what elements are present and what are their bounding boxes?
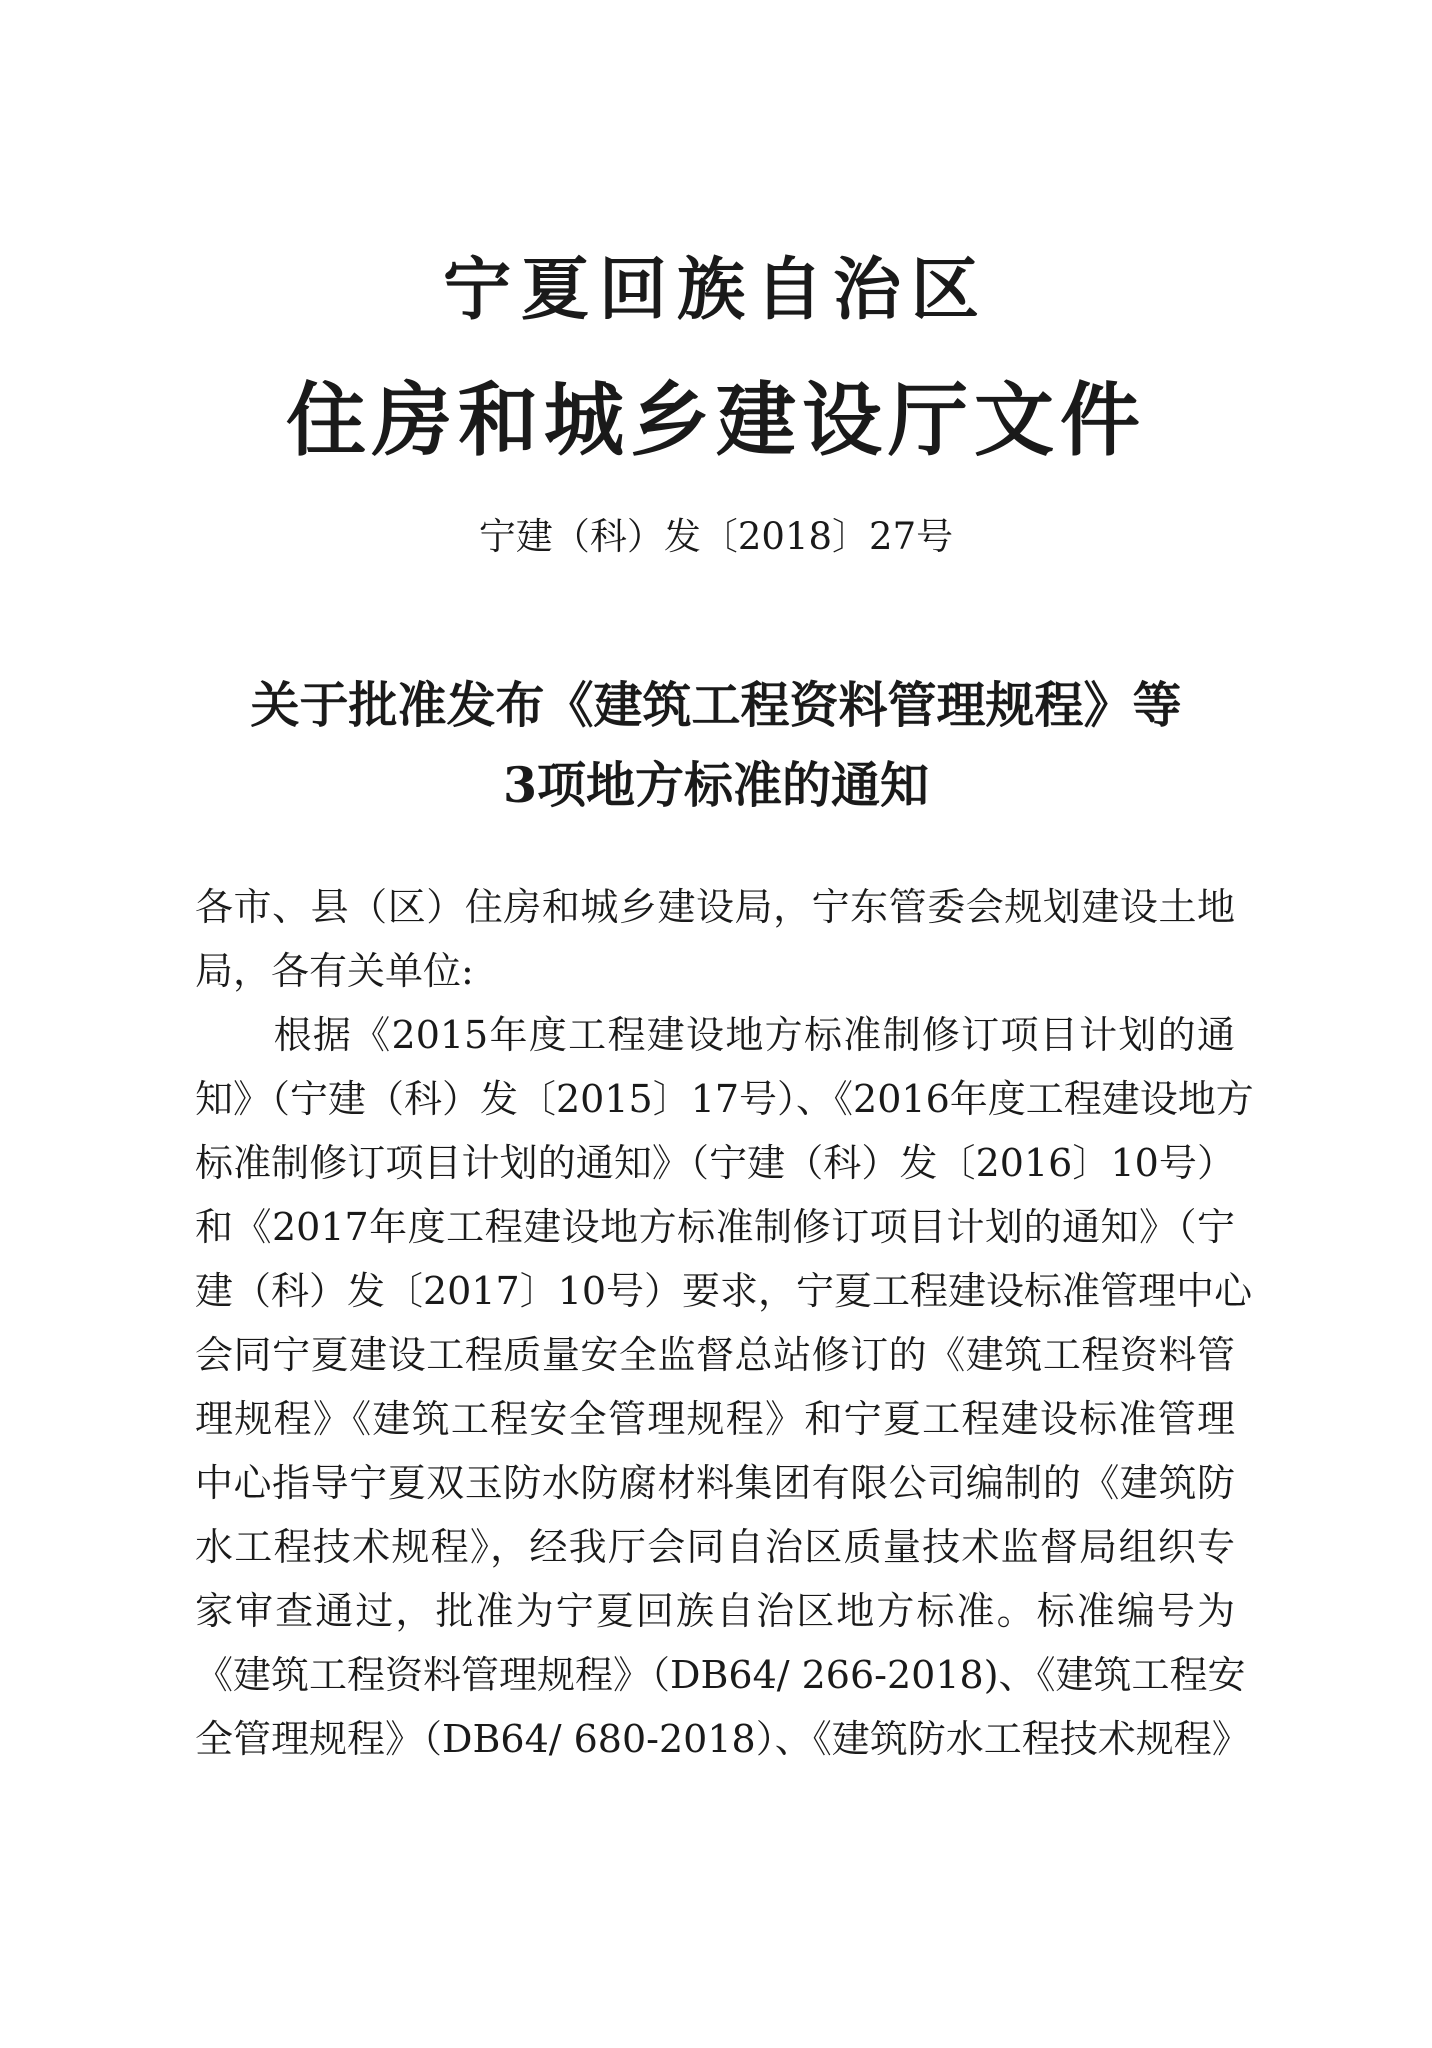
body-line: 各市、县（区）住房和城乡建设局，宁东管委会规划建设土地 [195, 885, 1235, 929]
document-number: 宁建（科）发〔2018〕27号 [478, 515, 954, 558]
body-line: 根据《2015年度工程建设地方标准制修订项目计划的通 [195, 1013, 1235, 1057]
body-line: 局，各有关单位: [195, 949, 474, 993]
body-line: 建（科）发〔2017〕10号）要求，宁夏工程建设标准管理中心 [195, 1269, 1253, 1313]
body-text [195, 875, 1254, 1771]
body-line: 理规程》《建筑工程安全管理规程》和宁夏工程建设标准管理 [195, 1397, 1235, 1441]
notice-title [0, 665, 1432, 825]
body-line: 全管理规程》（DB64/ 680-2018）、《建筑防水工程技术规程》 [195, 1717, 1250, 1761]
notice-title-line: 关于批准发布《建筑工程资料管理规程》等 [250, 676, 1182, 734]
body-line: 会同宁夏建设工程质量安全监督总站修订的《建筑工程资料管 [195, 1333, 1235, 1377]
document-header-title: 住房和城乡建设厅文件 [286, 373, 1146, 467]
body-line: 中心指导宁夏双玉防水防腐材料集团有限公司编制的《建筑防 [195, 1461, 1235, 1505]
body-line: 标准制修订项目计划的通知》（宁建（科）发〔2016〕10号） [195, 1141, 1235, 1185]
body-line: 《建筑工程资料管理规程》（DB64/ 266-2018)、《建筑工程安 [195, 1653, 1246, 1697]
body-line: 家审查通过，批准为宁夏回族自治区地方标准。标准编号为 [195, 1589, 1235, 1633]
body-line: 和《2017年度工程建设地方标准制修订项目计划的通知》（宁 [195, 1205, 1235, 1249]
notice-title-line: 3项地方标准的通知 [502, 756, 930, 814]
body-line: 知》（宁建（科）发〔2015〕17号）、《2016年度工程建设地方 [195, 1077, 1254, 1121]
body-line: 水工程技术规程》，经我厅会同自治区质量技术监督局组织专 [195, 1525, 1235, 1569]
issuer-name: 宁夏回族自治区 [442, 250, 989, 330]
